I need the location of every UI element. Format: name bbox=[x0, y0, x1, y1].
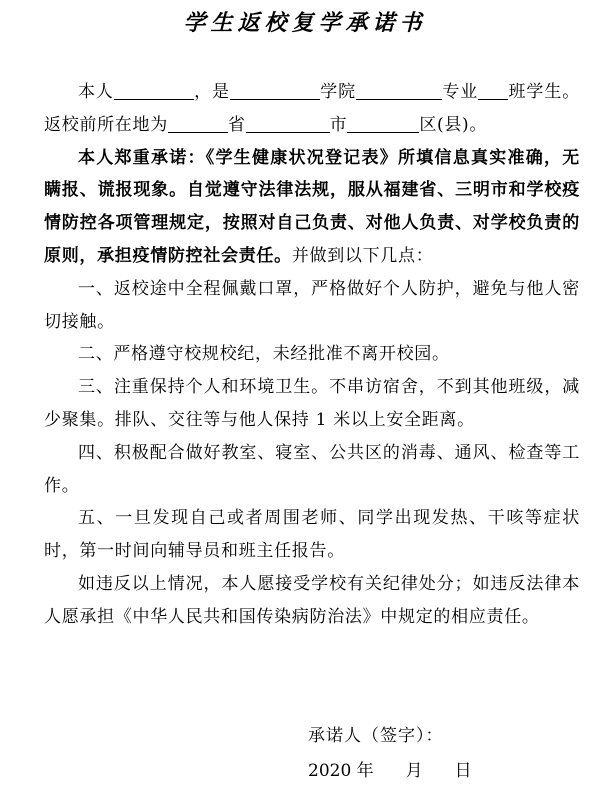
point-3: 三、注重保持个人和环境卫生。不串访宿舍，不到其他班级，减少聚集。排队、交往等与他人保持 1 米以上安全距离。 bbox=[44, 377, 580, 430]
date-month: 月 bbox=[405, 761, 423, 781]
intro-text-8: 区(县)。 bbox=[419, 114, 488, 135]
intro-text-6: 省 bbox=[227, 114, 246, 135]
intro-paragraph bbox=[44, 76, 580, 142]
document-body bbox=[44, 76, 580, 634]
intro-text-4: 专业 bbox=[442, 82, 479, 102]
closing-paragraph: 如违反以上情况，本人愿接受学校有关纪律处分；如违反法律本人愿承担《中华人民共和国传染病防治法》中规定的相应责任。 bbox=[44, 573, 580, 627]
province-blank[interactable] bbox=[168, 112, 228, 133]
document-title: 学生返校复学承诺书 bbox=[183, 10, 427, 36]
intro-text-1: 本人 bbox=[78, 82, 114, 102]
city-blank[interactable] bbox=[246, 112, 330, 133]
district-blank[interactable] bbox=[347, 112, 419, 133]
signature-label: 承诺人（签字）： bbox=[308, 726, 444, 746]
college-blank[interactable] bbox=[230, 79, 320, 100]
intro-text-2: ，是 bbox=[193, 82, 230, 102]
class-blank[interactable] bbox=[478, 79, 508, 100]
point-4: 四、积极配合做好教室、寝室、公共区的消毒、通风、检查等工作。 bbox=[44, 442, 580, 496]
intro-text-3: 学院 bbox=[320, 82, 357, 102]
date-line bbox=[308, 756, 472, 786]
intro-text-5: 班学生。返校前所在地为 bbox=[44, 82, 580, 135]
commitment-paragraph bbox=[44, 142, 580, 273]
point-1: 一、返校途中全程佩戴口罩，严格做好个人防护，避免与他人密切接触。 bbox=[44, 278, 580, 332]
point-2: 二、严格遵守校规校纪，未经批准不离开校园。 bbox=[78, 344, 450, 365]
date-day: 日 bbox=[454, 761, 472, 781]
signature-line[interactable] bbox=[308, 721, 444, 751]
commitment-bold-text: 本人郑重承诺：《学生健康状况登记表》所填信息真实准确，无瞒报、谎报现象。自觉遵守法律法规，服从福建省、三明市和学校疫情防控各项管理规定，按照对自己负责、对他人负责、对学校负责的原则，承担疫情防控社会责任。 bbox=[44, 147, 580, 266]
commitment-normal-text: 并做到以下几点： bbox=[291, 245, 434, 266]
date-year: 2020 年 bbox=[308, 761, 374, 781]
major-blank[interactable] bbox=[356, 79, 442, 100]
name-blank[interactable] bbox=[114, 79, 194, 100]
intro-text-7: 市 bbox=[329, 114, 348, 135]
point-5: 五、一旦发现自己或者周围老师、同学出现发热、干咳等症状时，第一时间向辅导员和班主任报告。 bbox=[44, 508, 580, 562]
